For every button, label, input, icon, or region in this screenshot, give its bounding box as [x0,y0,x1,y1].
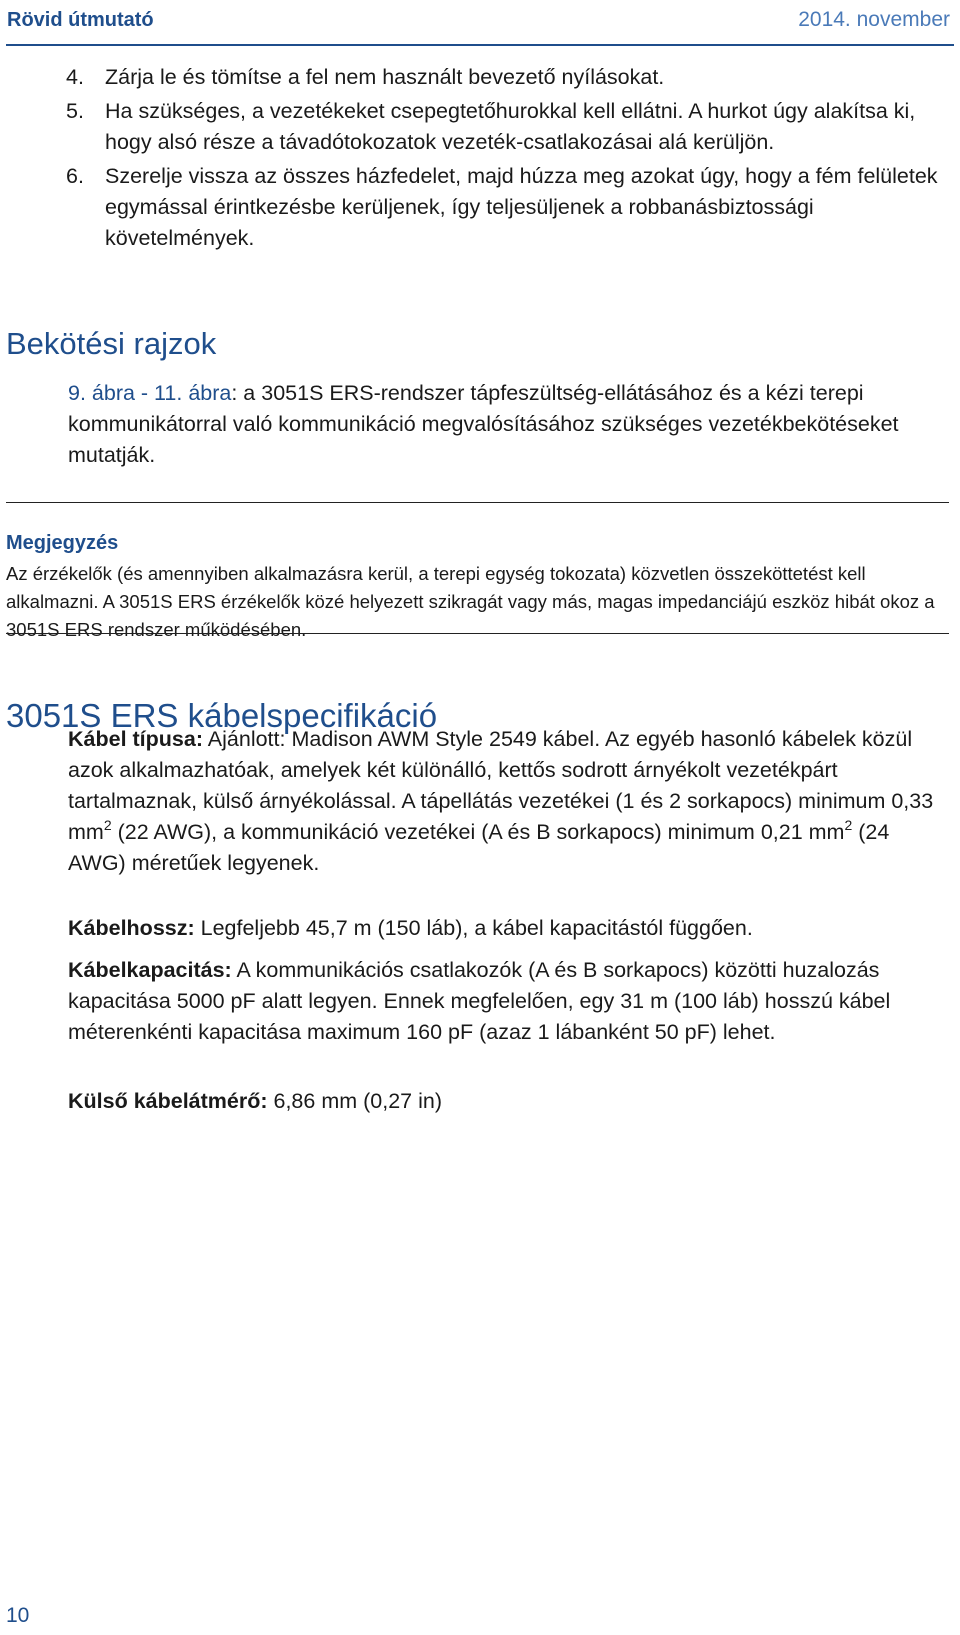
figure-range-separator: - [134,381,155,405]
cable-diameter-text: 6,86 mm (0,27 in) [267,1089,442,1113]
cable-length-label: Kábelhossz: [68,916,195,940]
cable-length-paragraph [68,913,948,944]
cable-type-paragraph [68,724,948,879]
step-text: Zárja le és tömítse a fel nem használt bevezető nyílásokat. [105,65,665,89]
cable-capacity-label: Kábelkapacitás: [68,958,232,982]
note-title: Megjegyzés [6,532,119,554]
step-text: Ha szükséges, a vezetékeket csepegtetőhurokkal kell ellátni. A hurkot úgy alakítsa ki, hogy alsó része a távadótokozatok vezeték-csatlakozásai alá kerüljön. [105,99,916,154]
cable-diameter-paragraph [68,1086,948,1117]
step-item [66,62,946,93]
note-top-divider [6,502,949,503]
note-bottom-divider [6,633,949,634]
cable-capacity-paragraph [68,955,948,1048]
installation-steps [66,62,946,257]
note-text: Az érzékelők (és amennyiben alkalmazásra kerül, a terepi egység tokozata) közvetlen összeköttetést kell alkalmazni. A 3051S ERS érzékelők közé helyezett szikragát vagy más, magas impedanciájú eszköz hibát okoz a 3051S ERS rendszer működésében. [6,563,935,640]
step-number: 4. [66,65,84,89]
cable-type-text: (24 AWG) méretűek legyenek. [68,820,890,875]
cable-type-text: (22 AWG), a kommunikáció vezetékei (A és B sorkapocs) minimum 0,21 mm [111,820,845,844]
wiring-paragraph [68,378,948,471]
superscript-squared: 2 [844,817,853,833]
step-number: 5. [66,99,84,123]
cable-length-text: Legfeljebb 45,7 m (150 láb), a kábel kapacitástól függően. [194,916,753,940]
cable-type-label: Kábel típusa: [68,727,203,751]
wiring-heading: Bekötési rajzok [6,326,217,361]
cable-capacity-text: A kommunikációs csatlakozók (A és B sorkapocs) közötti huzalozás kapacitása 5000 pF alatt legyen. Ennek megfelelően, egy 31 m (100 láb) hosszú kábel méterenkénti kapacitása maximum 160 pF (azaz 1 lábanként 50 pF) lehet. [68,958,891,1044]
step-text: Szerelje vissza az összes házfedelet, majd húzza meg azokat úgy, hogy a fém felületek egymással érintkezésbe kerüljenek, így teljesüljenek a robbanásbiztossági követelmények. [105,164,938,250]
figure-9-link[interactable]: 9. ábra [68,381,135,405]
document-date: 2014. november [798,8,950,31]
figure-11-link[interactable]: 11. ábra [154,381,232,405]
page-header [6,0,954,46]
step-item [66,161,946,254]
step-item [66,96,946,158]
wiring-text: : a 3051S ERS-rendszer tápfeszültség-ellátásához és a kézi terepi kommunikátorral való kommunikáció megvalósításához szükséges vezetékbekötéseket mutatják. [68,381,899,467]
cable-spec-heading: 3051S ERS kábelspecifikáció [6,697,438,734]
cable-type-text: Ajánlott: Madison AWM Style 2549 kábel. Az egyéb hasonló kábelek közül azok alkalmazhatóak, amelyek két különálló, kettős sodrott árnyékolt vezetékpárt tartalmaznak, külső árnyékolással. A tápellátás vezetékei (1 és 2 sorkapocs) minimum 0,33 mm [68,727,934,844]
cable-diameter-label: Külső kábelátmérő: [68,1089,268,1113]
superscript-squared: 2 [103,817,112,833]
document-title: Rövid útmutató [7,9,154,31]
page-number: 10 [6,1604,30,1627]
step-number: 6. [66,164,84,188]
